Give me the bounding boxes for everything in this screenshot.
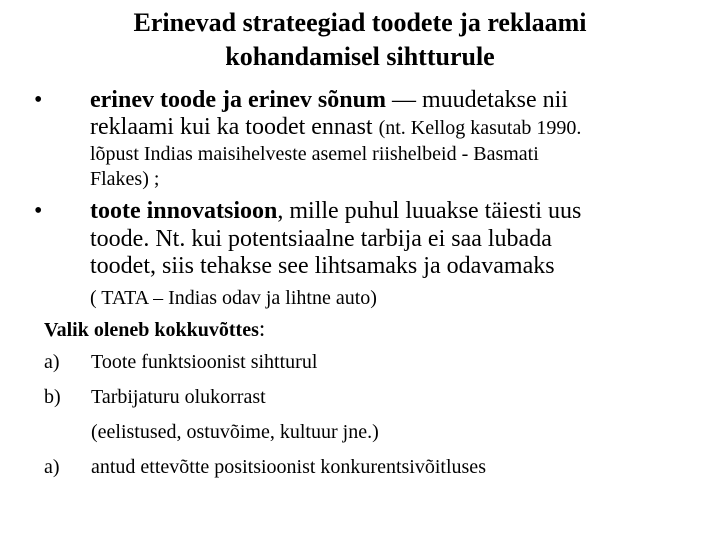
dependency-item-text: Tarbijaturu olukorrast xyxy=(91,386,266,408)
dependency-item-marker: a) xyxy=(44,456,60,478)
dependency-heading-colon: : xyxy=(258,316,266,341)
title-line-2: kohandamisel sihtturule xyxy=(225,42,495,71)
bullet-1-line-2-main: reklaami kui ka toodet ennast xyxy=(90,114,379,140)
bullet-1-line-4: Flakes) ; xyxy=(90,168,160,190)
bullet-1-line-3: lõpust Indias maisihelveste asemel riishelbeid - Basmati xyxy=(90,143,539,165)
bullet-1-line-2 xyxy=(90,114,581,141)
bullet-1-line-2-example: (nt. Kellog kasutab 1990. xyxy=(378,117,582,139)
bullet-1-line-1-rest: — muudetakse nii xyxy=(385,87,568,113)
bullet-2-keyword: toote innovatsioon xyxy=(90,198,278,224)
dependency-item-text: (eelistused, ostuvõime, kultuur jne.) xyxy=(91,421,379,443)
dependency-item-marker: b) xyxy=(44,386,61,408)
bullet-2-note: ( TATA – Indias odav ja lihtne auto) xyxy=(90,287,377,309)
bullet-2-line-1-rest: , mille puhul luuakse täiesti uus xyxy=(277,198,582,224)
bullet-2-line-2: toode. Nt. kui potentsiaalne tarbija ei saa lubada xyxy=(90,226,552,252)
bullet-1-marker: • xyxy=(34,87,43,113)
bullet-1-line-1 xyxy=(90,87,568,114)
bullet-2-line-3: toodet, siis tehakse see lihtsamaks ja odavamaks xyxy=(90,253,555,279)
dependency-item-text: antud ettevõtte positsioonist konkurentsivõitluses xyxy=(91,456,486,478)
dependency-item-marker: a) xyxy=(44,351,60,373)
dependency-heading-text: Valik oleneb kokkuvõttes xyxy=(44,319,259,341)
bullet-2-line-1 xyxy=(90,198,581,225)
bullet-1-keyword: erinev toode ja erinev sõnum xyxy=(90,87,386,113)
dependency-heading xyxy=(44,316,265,342)
bullet-2-marker: • xyxy=(34,198,43,224)
dependency-item-text: Toote funktsioonist sihtturul xyxy=(91,351,318,373)
title-line-1: Erinevad strateegiad toodete ja reklaami xyxy=(133,8,587,37)
